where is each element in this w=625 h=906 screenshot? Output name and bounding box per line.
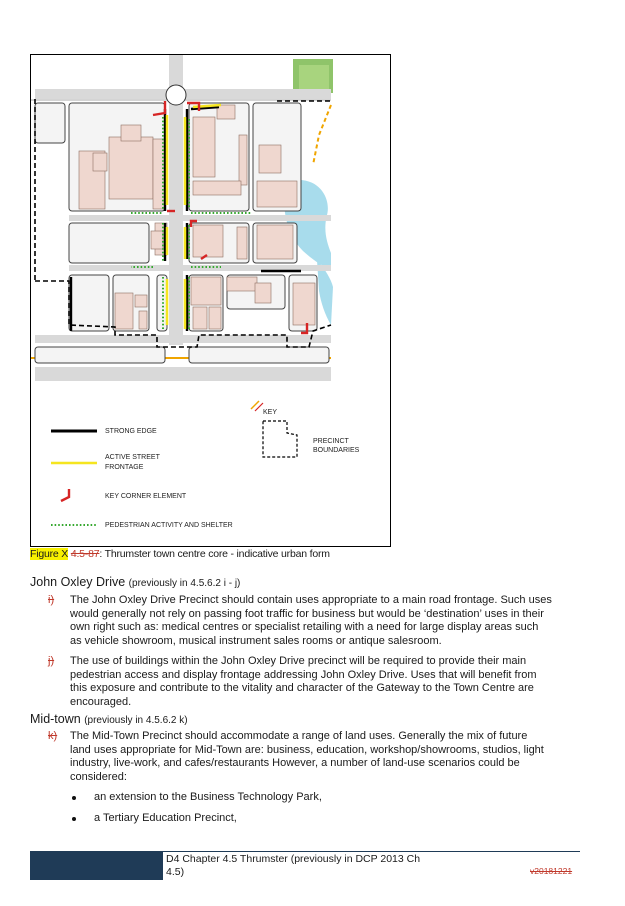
figure-caption-deleted-number: 4.5-87 [70, 548, 100, 560]
legend-strong-edge-label: STRONG EDGE [105, 428, 157, 435]
footer-version: v20181221 [530, 866, 573, 876]
orange-dashed-boundary [313, 105, 331, 165]
paragraph-line: The use of buildings within the John Oxley Drive precinct will be required to provide their main [70, 655, 527, 667]
bullet-item: a Tertiary Education Precinct, [94, 812, 237, 824]
legend-pedestrian-label: PEDESTRIAN ACTIVITY AND SHELTER [105, 522, 233, 529]
bullet-item: an extension to the Business Technology Park, [94, 791, 322, 803]
footer-line: D4 Chapter 4.5 Thrumster (previously in DCP 2013 Ch [166, 853, 421, 865]
paragraph-line: own right such as: medical centres or specialist retailing with a need for large display areas such [70, 621, 539, 634]
item-marker-j: j) [48, 655, 55, 667]
figure-caption [30, 548, 330, 561]
figure-caption-label: Figure X [30, 548, 69, 560]
paragraph-line: The John Oxley Drive Precinct should contain uses appropriate to a main road frontage. Such uses [70, 594, 552, 606]
paragraph-j [70, 655, 590, 710]
footer-line: 4.5) [166, 866, 185, 878]
section-heading-john-oxley [30, 575, 240, 591]
paragraph-line: as vehicle showroom, musical instrument sales rooms or antique salesroom. [70, 635, 442, 648]
legend-active-frontage-label-2: FRONTAGE [105, 464, 144, 471]
section-heading-ref: (previously in 4.5.6.2 k) [84, 715, 188, 726]
section-heading-mid-town [30, 712, 188, 728]
paragraph-k [70, 730, 590, 785]
town-centre-map [31, 55, 390, 546]
paragraph-line: land uses appropriate for Mid-Town are: business, education, workshop/showrooms, studios, light [70, 743, 544, 756]
urban-form-figure [30, 54, 391, 547]
paragraph-line: industry, live-work, and cafes/restaurants However, a number of land-use scenarios could be [70, 757, 520, 770]
bullet-dot-icon [72, 796, 76, 800]
east-west-road [69, 215, 331, 221]
item-marker-k: k) [48, 730, 58, 742]
legend-key-arrow-icon [251, 401, 263, 411]
footer-chapter-title [166, 853, 466, 879]
roundabout [166, 85, 186, 105]
paragraph-line: this exposure and contribute to the vitality and character of the Gateway to the Town Centre are [70, 682, 534, 695]
paragraph-line: The Mid-Town Precinct should accommodate a range of land uses. Generally the mix of future [70, 730, 528, 742]
section-heading-text: Mid-town [30, 712, 81, 726]
bullet-dot-icon [72, 817, 76, 821]
paragraph-i [70, 594, 590, 649]
legend-corner-label: KEY CORNER ELEMENT [105, 493, 187, 500]
section-heading-text: John Oxley Drive [30, 575, 126, 589]
figure-caption-text: : Thrumster town centre core - indicative urban form [99, 548, 330, 560]
paragraph-line: pedestrian access and display frontage addressing John Oxley Drive. Uses that will benefit from [70, 668, 537, 681]
paragraph-line: considered: [70, 771, 127, 784]
legend-precinct-label: PRECINCT BOUNDARIES [313, 438, 360, 454]
paragraph-line: would generally not rely on passing foot traffic for business but would be ‘destination’ uses in their [70, 607, 544, 620]
footer-color-bar [30, 852, 163, 880]
section-heading-ref: (previously in 4.5.6.2 i - j) [128, 578, 241, 589]
legend-key: KEY [263, 409, 278, 416]
item-marker-i: i) [48, 594, 55, 606]
paragraph-line: encouraged. [70, 696, 132, 709]
legend-precinct-symbol [263, 421, 297, 457]
legend-corner-symbol [61, 489, 69, 501]
legend-active-frontage-label-1: ACTIVE STREET [105, 454, 160, 461]
